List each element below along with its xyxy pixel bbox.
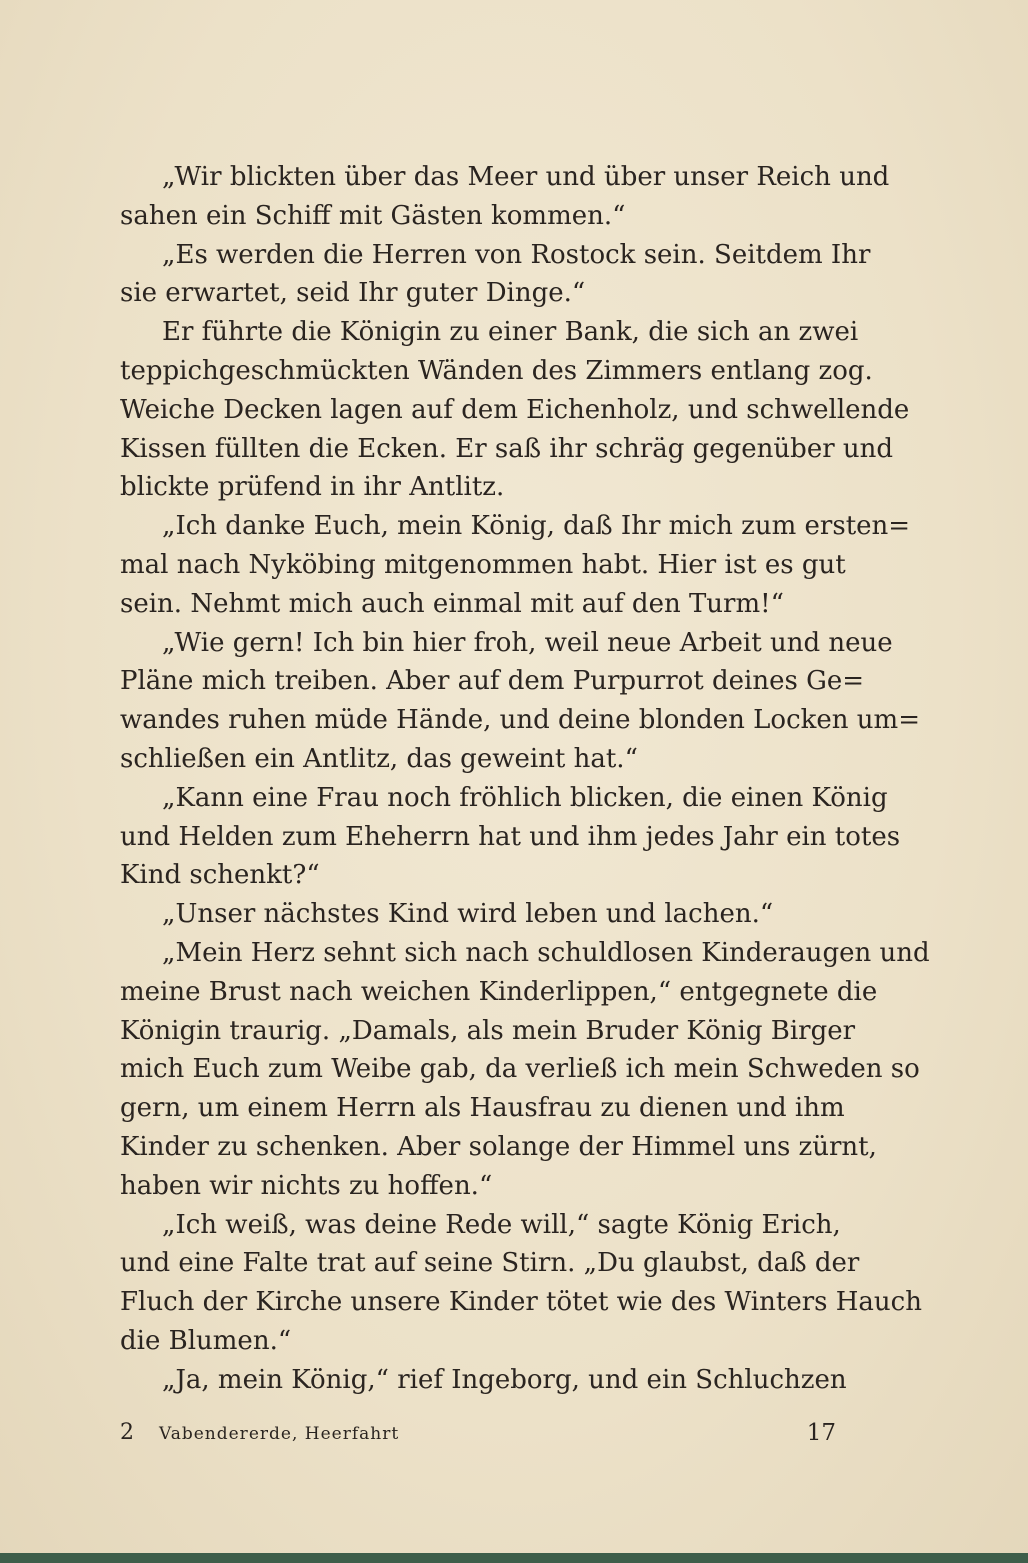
text-line: „Kann eine Frau noch fröhlich blicken, die einen König: [162, 782, 888, 813]
text-line: und Helden zum Eheherrn hat und ihm jedes Jahr ein totes: [120, 821, 901, 852]
text-line: schließen ein Antlitz, das geweint hat.“: [120, 743, 638, 774]
text-line: mal nach Nyköbing mitgenommen habt. Hier ist es gut: [120, 549, 846, 580]
text-line: Kissen füllten die Ecken. Er saß ihr schräg gegenüber und: [120, 433, 894, 464]
text-line: Kind schenkt?“: [120, 860, 320, 891]
signature-text: Vabendererde, Heerfahrt: [159, 1424, 400, 1444]
text-line: „Wir blickten über das Meer und über unser Reich und: [162, 162, 890, 192]
printer-signature: [120, 1418, 399, 1449]
text-line: wandes ruhen müde Hände, und deine blonden Locken um=: [120, 705, 920, 736]
text-line: Pläne mich treiben. Aber auf dem Purpurrot deines Ge=: [120, 666, 865, 697]
signature-number: 2: [120, 1420, 134, 1445]
text-line: „Ich weiß, was deine Rede will,“ sagte König Erich,: [162, 1209, 841, 1240]
text-line: „Wie gern! Ich bin hier froh, weil neue Arbeit und neue: [162, 627, 893, 658]
text-line: sein. Nehmt mich auch einmal mit auf den Turm!“: [120, 588, 784, 619]
text-line: gern, um einem Herrn als Hausfrau zu dienen und ihm: [120, 1093, 845, 1124]
text-line: „Es werden die Herren von Rostock sein. Seitdem Ihr: [162, 239, 871, 270]
text-line: die Blumen.“: [120, 1325, 292, 1356]
text-line: „Mein Herz sehnt sich nach schuldlosen Kinderaugen und: [162, 937, 930, 968]
text-line: sahen ein Schiff mit Gästen kommen.“: [120, 200, 626, 231]
text-line: Weiche Decken lagen auf dem Eichenholz, und schwellende: [120, 394, 910, 425]
page-number: 17: [806, 1420, 836, 1446]
text-line: Kinder zu schenken. Aber solange der Himmel uns zürnt,: [120, 1131, 877, 1162]
text-line: teppichgeschmückten Wänden des Zimmers entlang zog.: [120, 355, 873, 386]
body-text: [120, 158, 930, 1400]
text-line: meine Brust nach weichen Kinderlippen,“ entgegnete die: [120, 976, 878, 1007]
text-line: sie erwartet, seid Ihr guter Dinge.“: [120, 278, 586, 309]
text-line: Königin traurig. „Damals, als mein Bruder König Birger: [120, 1015, 856, 1046]
text-line: haben wir nichts zu hoffen.“: [120, 1170, 493, 1201]
text-line: und eine Falte trat auf seine Stirn. „Du glaubst, daß der: [120, 1248, 860, 1279]
text-line: Er führte die Königin zu einer Bank, die sich an zwei: [162, 317, 859, 348]
text-line: „Ich danke Euch, mein König, daß Ihr mich zum ersten=: [162, 511, 911, 542]
text-line: Fluch der Kirche unsere Kinder tötet wie des Winters Hauch: [120, 1287, 922, 1318]
text-line: „Ja, mein König,“ rief Ingeborg, und ein Schluchzen: [162, 1364, 847, 1395]
text-line: „Unser nächstes Kind wird leben und lachen.“: [162, 899, 774, 930]
text-line: blickte prüfend in ihr Antlitz.: [120, 472, 505, 503]
text-line: mich Euch zum Weibe gab, da verließ ich mein Schweden so: [120, 1054, 920, 1085]
